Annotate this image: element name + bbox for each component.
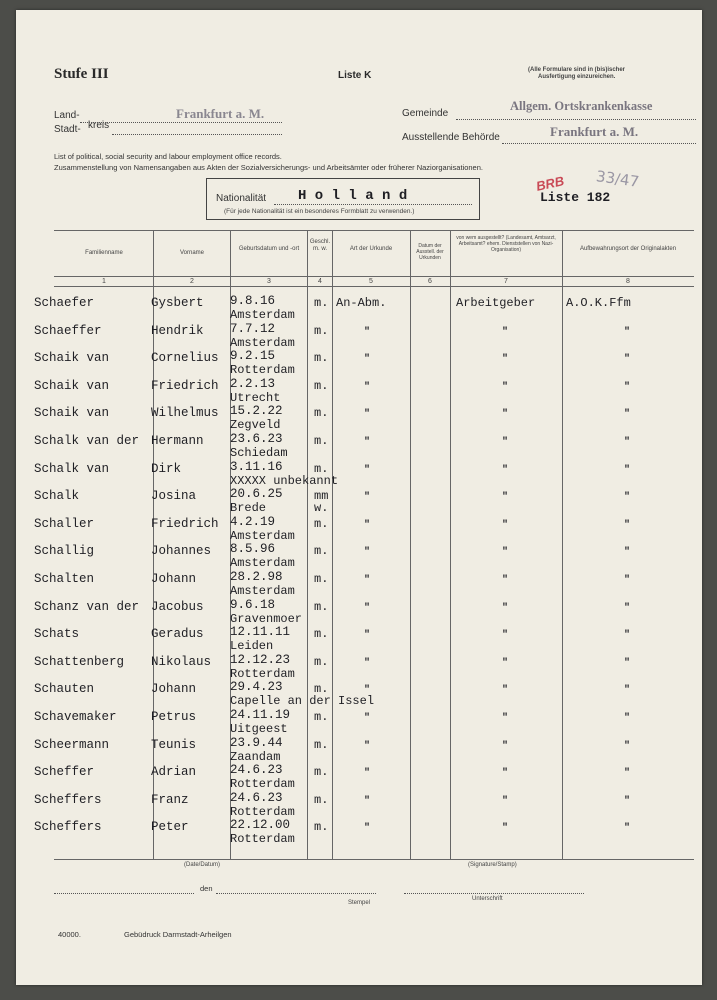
land-label: Land- (54, 110, 80, 121)
family-name-cell: Schaeffer (34, 323, 102, 338)
nationality-value: H o l l a n d (298, 188, 408, 204)
ditto-mark: " (502, 409, 509, 421)
ditto-mark: " (364, 768, 371, 780)
ditto-mark: " (364, 740, 371, 752)
archive-cell: A.O.K.Ffm (566, 296, 631, 310)
birth-date-cell: 23.9.44 (230, 735, 283, 750)
col-header-5: Art der Urkunde (349, 246, 393, 252)
ditto-mark: " (624, 326, 631, 338)
birth-date-cell: 20.6.25 (230, 487, 283, 502)
col-number-2: 2 (190, 278, 194, 285)
table-row (16, 625, 702, 653)
ditto-mark: " (624, 547, 631, 559)
birth-date-cell: 4.2.19 (230, 514, 276, 529)
birth-date-cell: 24.11.19 (230, 708, 291, 722)
birth-date-cell: 3.11.16 (230, 459, 283, 474)
family-name-cell: Schauten (34, 682, 95, 697)
stadt-label: Stadt- (54, 124, 81, 135)
sex-cell: m. (314, 323, 329, 338)
given-name-cell: Johann (151, 682, 197, 697)
birth-place-cell: Amsterdam (230, 528, 295, 543)
family-name-cell: Schaller (34, 516, 95, 531)
table-row (16, 763, 702, 791)
birth-date-cell: 24.6.23 (230, 790, 283, 805)
birth-place-cell: Schiedam (230, 446, 288, 460)
issuer-cell: Arbeitgeber (456, 296, 536, 310)
sex-cell: m. (314, 820, 329, 835)
family-name-cell: Schattenberg (34, 654, 125, 669)
given-name-cell: Friedrich (151, 378, 219, 393)
col-header-4: Geschl. m. w. (309, 239, 331, 252)
ditto-mark: " (624, 381, 631, 393)
table-row (16, 791, 702, 819)
col-number-6: 6 (428, 278, 432, 285)
given-name-cell: Geradus (151, 627, 204, 642)
birth-date-cell: 12.12.23 (230, 652, 291, 667)
given-name-cell: Wilhelmus (151, 406, 219, 421)
col-header-3: Geburtsdatum und -ort (238, 246, 300, 252)
ditto-mark: " (502, 437, 509, 448)
unterschrift-caption: Unterschrift (472, 896, 503, 902)
col-header-2: Vorname (179, 250, 204, 256)
description-en: List of political, social security and labour employment office records. (54, 152, 282, 161)
signature-caption: (Signature/Stamp) (468, 862, 517, 868)
table-row (16, 322, 702, 350)
ditto-mark: " (624, 823, 631, 835)
table-row (16, 680, 702, 708)
col-number-5: 5 (369, 278, 373, 285)
ditto-mark: " (502, 547, 509, 559)
ditto-mark: " (624, 409, 631, 421)
birth-date-cell: 28.2.98 (230, 570, 283, 584)
given-name-cell: Teunis (151, 737, 197, 752)
ditto-mark: " (502, 464, 509, 476)
birth-place-cell: Leiden (230, 639, 274, 654)
birth-place-cell: Rotterdam (230, 777, 295, 792)
birth-place-cell: Utrecht (230, 390, 281, 405)
note-line2: Ausfertigung einzureichen. (538, 74, 616, 80)
nationality-label: Nationalität (216, 193, 267, 204)
birth-date-cell: 7.7.12 (230, 321, 276, 336)
ditto-mark: " (364, 354, 371, 366)
ditto-mark: " (364, 437, 371, 448)
ditto-mark: " (624, 713, 631, 724)
birth-date-cell: 15.2.22 (230, 404, 283, 419)
sex-cell: m. (314, 378, 329, 393)
table-row (16, 736, 702, 764)
note-line1: (Alle Formulare sind in (bis)ischer (528, 67, 626, 73)
table-row (16, 487, 702, 515)
birth-date-cell: 2.2.13 (230, 376, 276, 391)
sex-cell: m. (314, 765, 329, 780)
birth-place-cell: Capelle an der Issel (230, 694, 375, 709)
given-name-cell: Hendrik (151, 323, 204, 338)
birth-place-cell: Amsterdam (230, 308, 295, 322)
family-name-cell: Scheermann (34, 737, 110, 752)
ditto-mark: " (364, 326, 371, 338)
family-name-cell: Schallig (34, 544, 95, 559)
ditto-mark: " (364, 381, 371, 393)
red-mark: BRB (534, 173, 566, 194)
family-name-cell: Schaik van (34, 406, 110, 421)
col-header-1: Familienname (85, 250, 123, 256)
document-type-cell: An-Abm. (336, 296, 387, 310)
ditto-mark: " (624, 492, 631, 504)
ditto-mark: " (624, 685, 631, 697)
date-caption: (Date/Datum) (184, 862, 221, 868)
kreis-label: kreis (88, 120, 110, 131)
ditto-mark: " (624, 795, 631, 807)
sex-cell: m. (314, 710, 329, 724)
table-row (16, 818, 702, 846)
given-name-cell: Josina (151, 489, 197, 504)
ditto-mark: " (364, 630, 371, 642)
birth-place-cell: Rotterdam (230, 363, 295, 378)
ditto-mark: " (502, 657, 509, 669)
ditto-mark: " (624, 575, 631, 586)
birth-place-cell: Zegveld (230, 418, 281, 433)
given-name-cell: Hermann (151, 434, 204, 448)
ditto-mark: " (502, 519, 509, 531)
birth-place-cell: Zaandam (230, 749, 281, 764)
ditto-mark: " (624, 657, 631, 669)
sex-cell: m. (314, 599, 329, 614)
col-header-7: von wem ausgestellt? (Landesamt, Amtsarzt, Arbeitsamt? ehem. Dienststellen von Nazi-Organisation) (456, 235, 556, 253)
ditto-mark: " (502, 602, 509, 614)
ditto-mark: " (364, 823, 371, 835)
ditto-mark: " (364, 575, 371, 586)
sex-cell: m. (314, 792, 329, 807)
table-row (16, 294, 702, 322)
col-number-1: 1 (102, 278, 106, 285)
sex-cell-second: w. (314, 501, 329, 516)
table-bottom-line (54, 859, 694, 860)
sex-cell: m. (314, 351, 329, 366)
table-row (16, 349, 702, 377)
ditto-mark: " (364, 409, 371, 421)
den-label: den (200, 884, 213, 893)
form-sheet (16, 10, 702, 985)
col-number-7: 7 (504, 278, 508, 285)
family-name-cell: Schalten (34, 572, 95, 586)
given-name-cell: Peter (151, 820, 189, 835)
ditto-mark: " (364, 602, 371, 614)
ditto-mark: " (502, 740, 509, 752)
birth-date-cell: 22.12.00 (230, 818, 291, 833)
kreis-stamp: Frankfurt a. M. (176, 106, 265, 121)
sex-cell: m. (314, 461, 329, 476)
sex-cell: m. (314, 296, 329, 310)
ditto-mark: " (364, 657, 371, 669)
ditto-mark: " (624, 464, 631, 476)
behoerde-label: Ausstellende Behörde (402, 132, 500, 143)
ditto-mark: " (624, 437, 631, 448)
table-row (16, 460, 702, 488)
table-row (16, 432, 702, 460)
behoerde-stamp: Frankfurt a. M. (550, 124, 639, 139)
birth-date-cell: 24.6.23 (230, 763, 283, 778)
family-name-cell: Scheffers (34, 792, 102, 807)
sex-cell: m. (314, 406, 329, 421)
sex-cell: m. (314, 654, 329, 669)
signature-line (404, 893, 584, 894)
stempel-caption: Stempel (348, 900, 371, 906)
gemeinde-underline (456, 119, 696, 120)
birth-date-cell: 9.8.16 (230, 294, 276, 308)
kreis-underline (112, 134, 282, 135)
given-name-cell: Cornelius (151, 351, 219, 366)
place-line (54, 893, 194, 894)
sex-cell: m. (314, 434, 329, 448)
ditto-mark: " (502, 823, 509, 835)
behoerde-underline (502, 143, 696, 144)
family-name-cell: Schaik van (34, 378, 110, 393)
birth-place-cell: Amsterdam (230, 335, 295, 350)
birth-date-cell: 29.4.23 (230, 680, 283, 695)
stufe-title: Stufe III (54, 66, 109, 82)
sex-cell: m. (314, 516, 329, 531)
family-name-cell: Schalk (34, 489, 80, 504)
ditto-mark: " (364, 713, 371, 724)
form-number: 40000. (58, 930, 81, 939)
gemeinde-stamp: Allgem. Ortskrankenkasse (510, 99, 653, 113)
given-name-cell: Franz (151, 792, 189, 807)
birth-place-cell: Gravenmoer (230, 611, 303, 626)
family-name-cell: Schalk van der (34, 434, 140, 448)
ditto-mark: " (624, 519, 631, 531)
col-header-8: Aufbewahrungsort der Originalakten (579, 246, 677, 252)
birth-date-cell: 8.5.96 (230, 542, 276, 557)
description-de: Zusammenstellung von Namensangaben aus Akten der Sozialversicherungs- und Arbeitsämter oder früherer Naziorganisationen. (54, 163, 483, 172)
land-underline (80, 122, 282, 123)
ditto-mark: " (364, 547, 371, 559)
table-row (16, 515, 702, 543)
table-row (16, 404, 702, 432)
ditto-mark: " (624, 354, 631, 366)
ditto-mark: " (624, 768, 631, 780)
ditto-mark: " (502, 326, 509, 338)
family-name-cell: Schavemaker (34, 710, 117, 724)
col-number-3: 3 (267, 278, 271, 285)
birth-place-cell: Brede (230, 501, 267, 516)
birth-date-cell: 9.6.18 (230, 597, 276, 612)
given-name-cell: Friedrich (151, 516, 219, 531)
ditto-mark: " (364, 685, 371, 697)
table-header-line (54, 276, 694, 277)
birth-date-cell: 23.6.23 (230, 432, 283, 446)
table-row (16, 542, 702, 570)
birth-place-cell: Uitgeest (230, 722, 288, 736)
family-name-cell: Schaik van (34, 351, 110, 366)
handwritten-note: 33/47 (594, 167, 641, 191)
family-name-cell: Scheffer (34, 765, 95, 780)
sex-cell: m. (314, 627, 329, 642)
family-name-cell: Schaefer (34, 296, 95, 310)
given-name-cell: Nikolaus (151, 654, 212, 669)
ditto-mark: " (502, 795, 509, 807)
ditto-mark: " (502, 354, 509, 366)
date-line (216, 893, 376, 894)
ditto-mark: " (364, 492, 371, 504)
table-top-line (54, 230, 694, 231)
ditto-mark: " (364, 519, 371, 531)
given-name-cell: Adrian (151, 765, 197, 780)
liste-k: Liste K (338, 70, 372, 81)
col-number-8: 8 (626, 278, 630, 285)
table-numbers-line (54, 286, 694, 287)
birth-place-cell: XXXXX unbekannt (230, 473, 339, 488)
birth-date-cell: 9.2.15 (230, 349, 276, 364)
given-name-cell: Petrus (151, 710, 197, 724)
table-row (16, 708, 702, 736)
birth-place-cell: Rotterdam (230, 804, 295, 819)
family-name-cell: Schalk van (34, 461, 110, 476)
ditto-mark: " (502, 713, 509, 724)
nationality-underline (274, 204, 472, 205)
printer-note: Gebüdruck Darmstadt-Arheilgen (124, 930, 232, 939)
sex-cell: mm (314, 489, 329, 504)
ditto-mark: " (502, 685, 509, 697)
ditto-mark: " (364, 795, 371, 807)
ditto-mark: " (502, 768, 509, 780)
ditto-mark: " (624, 740, 631, 752)
family-name-cell: Schats (34, 627, 80, 642)
birth-date-cell: 12.11.11 (230, 625, 291, 640)
birth-place-cell: Amsterdam (230, 584, 295, 598)
ditto-mark: " (502, 575, 509, 586)
birth-place-cell: Rotterdam (230, 832, 295, 847)
ditto-mark: " (502, 381, 509, 393)
given-name-cell: Johann (151, 572, 197, 586)
table-row (16, 377, 702, 405)
table-row (16, 598, 702, 626)
given-name-cell: Johannes (151, 544, 212, 559)
liste-number: Liste 182 (540, 190, 611, 205)
ditto-mark: " (624, 602, 631, 614)
ditto-mark: " (364, 464, 371, 476)
ditto-mark: " (502, 492, 509, 504)
gemeinde-label: Gemeinde (402, 108, 449, 119)
sex-cell: m. (314, 682, 329, 697)
given-name-cell: Dirk (151, 461, 182, 476)
sex-cell: m. (314, 572, 329, 586)
col-header-6: Datum der Ausstell. der Urkunden (416, 243, 444, 261)
col-number-4: 4 (318, 278, 322, 285)
family-name-cell: Schanz van der (34, 599, 140, 614)
birth-place-cell: Rotterdam (230, 666, 295, 681)
table-row (16, 653, 702, 681)
ditto-mark: " (502, 630, 509, 642)
table-row (16, 570, 702, 598)
birth-place-cell: Amsterdam (230, 556, 295, 571)
family-name-cell: Scheffers (34, 820, 102, 835)
nationality-note: (Für jede Nationalität ist ein besonderes Formblatt zu verwenden.) (224, 208, 415, 215)
sex-cell: m. (314, 737, 329, 752)
sex-cell: m. (314, 544, 329, 559)
ditto-mark: " (624, 630, 631, 642)
given-name-cell: Jacobus (151, 599, 204, 614)
given-name-cell: Gysbert (151, 296, 204, 310)
